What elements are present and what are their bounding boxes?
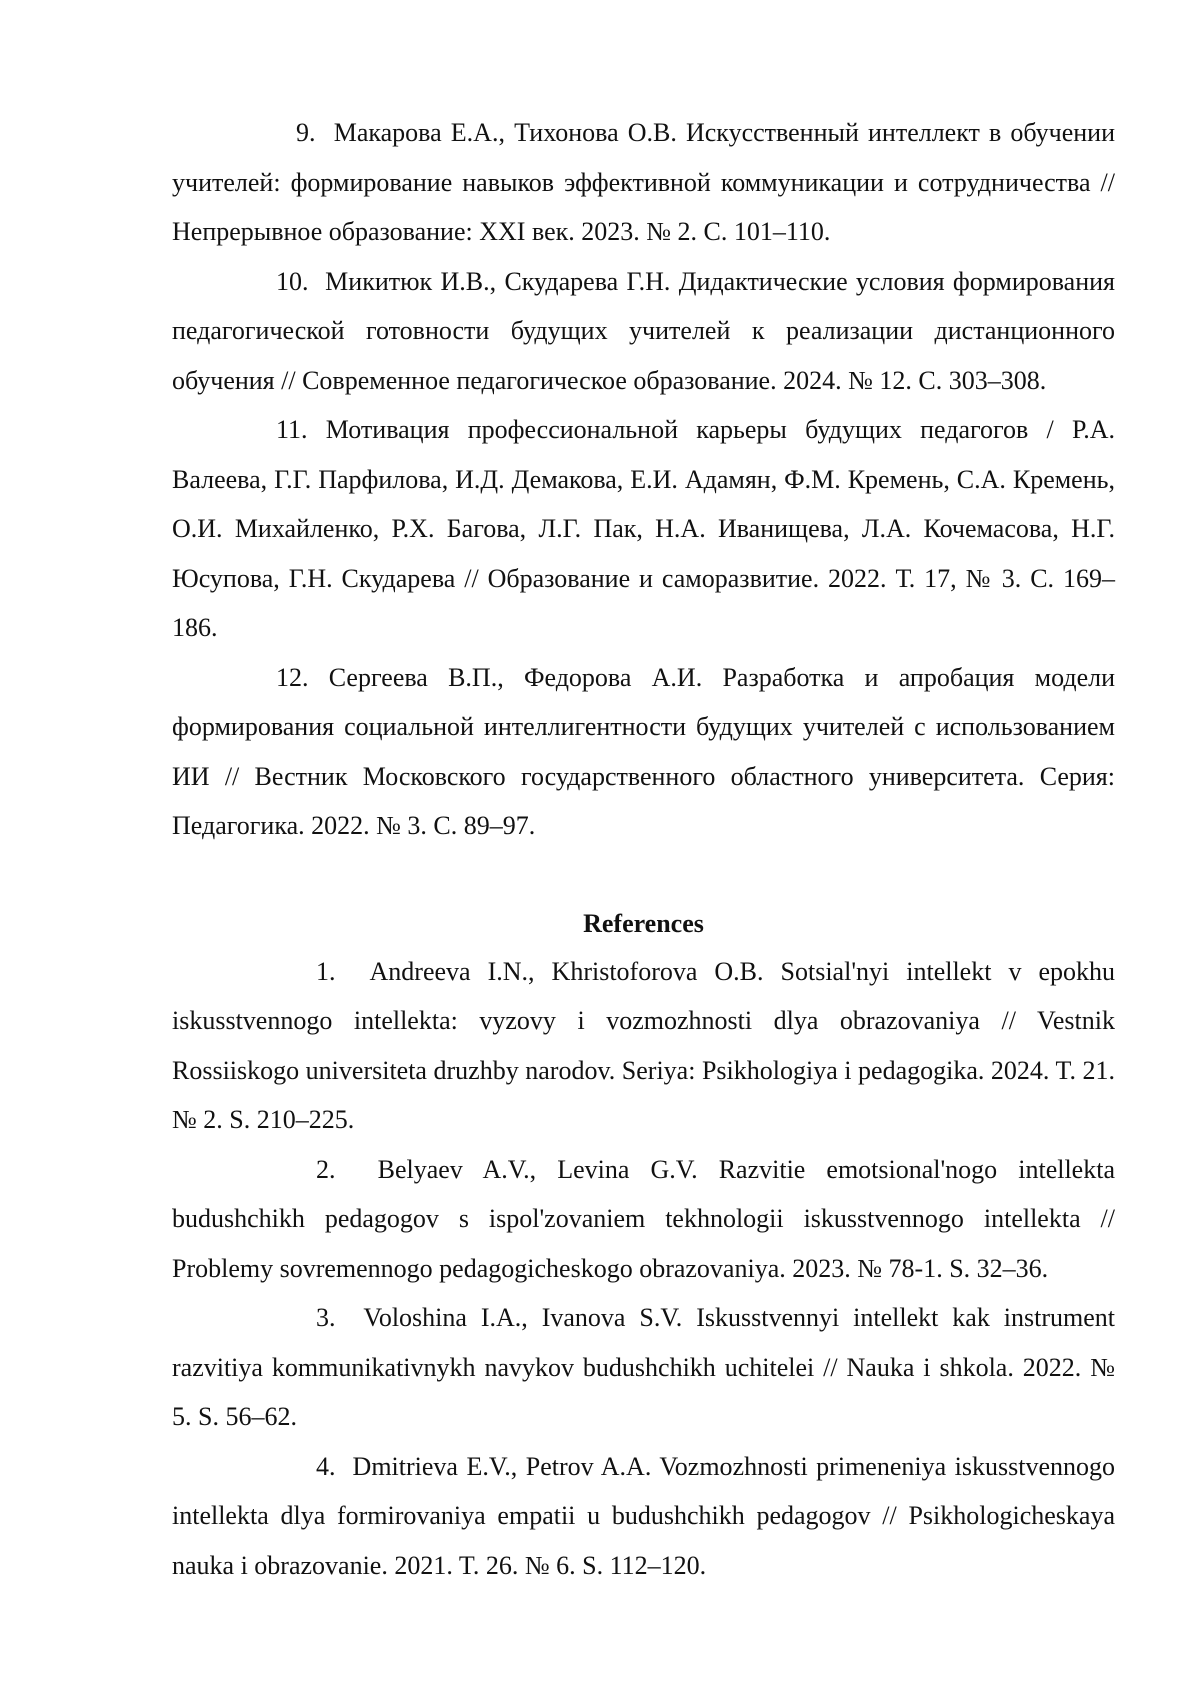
reference-number: 11. — [276, 415, 308, 444]
reference-number: 3. — [316, 1303, 336, 1332]
page-content — [172, 108, 1115, 1590]
references-heading: References — [583, 908, 704, 938]
reference-text: Макарова Е.А., Тихонова О.В. Искусственный интеллект в обучении учителей: формирование навыков эффективной коммуникации и сотрудничества // Непрерывное образование: XXI век. 2023. № 2. С. 101–110. — [172, 118, 1115, 246]
english-reference-list — [172, 947, 1115, 1591]
reference-item — [172, 947, 1115, 1145]
reference-text: Belyaev A.V., Levina G.V. Razvitie emotsional'nogo intellekta budushchikh pedagogov s ispol'zovaniem tekhnologii iskusstvennogo intellekta // Problemy sovremennogo pedagogicheskogo obrazovaniya. 2023. № 78-1. S. 32–36. — [172, 1154, 1115, 1283]
reference-text: Сергеева В.П., Федорова А.И. Разработка и апробация модели формирования социальной интеллигентности будущих учителей с использованием ИИ // Вестник Московского государственного областного университета. Серия: Педагогика. 2022. № 3. С. 89–97. — [172, 662, 1116, 840]
reference-text: Andreeva I.N., Khristoforova O.B. Sotsial'nyi intellekt v epokhu iskusstvennogo intellekta: vyzovy i vozmozhnosti dlya obrazovaniya // Vestnik Rossiiskogo universiteta druzhby narodov. Seriya: Psikhologiya i pedagogika. 2024. T. 21. № 2. S. 210–225. — [172, 956, 1116, 1134]
reference-item — [172, 1293, 1115, 1442]
russian-reference-list — [172, 108, 1115, 851]
reference-item — [172, 1442, 1115, 1591]
reference-number: 2. — [316, 1154, 336, 1184]
reference-number: 10. — [276, 266, 309, 296]
reference-text: Мотивация профессиональной карьеры будущих педагогов / Р.А. Валеева, Г.Г. Парфилова, И.Д. Демакова, Е.И. Адамян, Ф.М. Кремень, С.А. Кремень, О.И. Михайленко, Р.Х. Багова, Л.Г. Пак, Н.А. Иванищева, Л.А. Кочемасова, Н.Г. Юсупова, Г.Н. Скударева // Образование и саморазвитие. 2022. Т. 17, № 3. С. 169–186. — [172, 415, 1116, 642]
reference-text: Dmitrieva E.V., Petrov A.A. Vozmozhnosti primeneniya iskusstvennogo intellekta dlya formirovaniya empatii u budushchikh pedagogov // Psikhologicheskaya nauka i obrazovanie. 2021. T. 26. № 6. S. 112–120. — [172, 1451, 1115, 1580]
reference-number: 9. — [296, 118, 316, 147]
reference-text: Voloshina I.A., Ivanova S.V. Iskusstvennyi intellekt kak instrument razvitiya kommunikativnykh navykov budushchikh uchitelei // Nauka i shkola. 2022. № 5. S. 56–62. — [172, 1303, 1116, 1431]
reference-text: Микитюк И.В., Скударева Г.Н. Дидактические условия формирования педагогической готовности будущих учителей к реализации дистанционного обучения // Современное педагогическое образование. 2024. № 12. С. 303–308. — [172, 266, 1116, 395]
reference-number: 1. — [316, 956, 336, 986]
reference-item — [172, 108, 1115, 257]
reference-item — [172, 653, 1115, 851]
reference-number: 4. — [316, 1451, 336, 1481]
reference-item — [172, 405, 1115, 653]
reference-item — [172, 257, 1115, 406]
reference-item — [172, 1145, 1115, 1294]
reference-number: 12. — [276, 662, 309, 692]
